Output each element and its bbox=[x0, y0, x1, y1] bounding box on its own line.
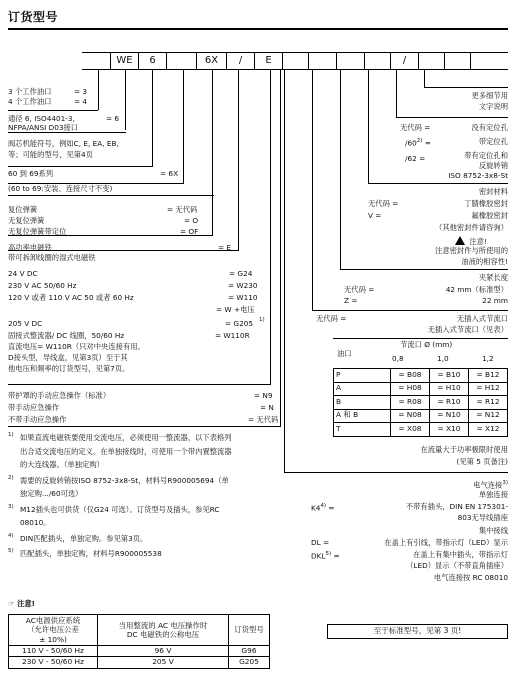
orifice-code: = B08 bbox=[391, 369, 430, 383]
order-code-cell: 6 bbox=[138, 52, 166, 70]
note-header-1: AC电源供应系统 （允许电压公差 ± 10%) bbox=[9, 615, 98, 646]
size-label-2: NFPA/ANSI D03接口 bbox=[8, 123, 79, 132]
order-code-cell: WE bbox=[110, 52, 138, 70]
warning-icon bbox=[455, 236, 465, 245]
leader bbox=[312, 310, 508, 311]
size-col: 0,8 bbox=[392, 354, 404, 363]
usage-note: 在流量大于功率极限时使用 bbox=[420, 445, 508, 454]
orifice-row bbox=[334, 382, 508, 396]
orifice-code: = X08 bbox=[391, 423, 430, 437]
note-cell: 230 V - 50/60 Hz bbox=[9, 657, 98, 669]
throttle-label: 无代码 = bbox=[316, 314, 347, 323]
leader bbox=[8, 384, 271, 385]
pointing-hand-icon: ☞ bbox=[8, 599, 15, 608]
leader bbox=[312, 70, 313, 310]
note-cell: G96 bbox=[229, 645, 270, 657]
leader bbox=[284, 472, 508, 473]
voltage-note-1: 直流电压= W110R（只对中央连接有用。 bbox=[8, 342, 145, 351]
order-code-cell bbox=[364, 52, 390, 70]
manual-2-label: 带手动应急操作 bbox=[8, 403, 60, 412]
dkl-value-2: （LED）显示（不带直角插座） bbox=[406, 561, 508, 570]
manual-2-value: = N bbox=[260, 403, 274, 412]
detent-2-value-3: ISO 8752-3x8-St bbox=[448, 171, 508, 180]
port-header: 油口 bbox=[337, 349, 352, 358]
seal-1-label: V = bbox=[368, 211, 382, 220]
leader bbox=[212, 70, 213, 235]
symbol-label: 阀芯机能符号，例如C, E, EA, EB, bbox=[8, 139, 119, 148]
ports-3-value: = 3 bbox=[74, 87, 88, 96]
manual-1-value: = N9 bbox=[254, 391, 273, 400]
note-label: ☞ 注意! bbox=[8, 599, 36, 608]
footnote-text: 08010。 bbox=[20, 518, 51, 527]
leader bbox=[424, 70, 425, 87]
orifice-port: T bbox=[334, 423, 391, 437]
note-row bbox=[9, 657, 270, 669]
leader bbox=[183, 70, 184, 183]
leader bbox=[152, 70, 153, 166]
orifice-code: = H08 bbox=[391, 382, 430, 396]
leader bbox=[368, 70, 369, 183]
footnote-ref: 1) bbox=[259, 317, 265, 323]
throttle-value-2: 无插入式节流口（见表） bbox=[427, 325, 508, 334]
detent-2-value-2: 反旋转销 bbox=[478, 161, 508, 170]
footnote-number: 5) bbox=[8, 548, 14, 554]
leader bbox=[396, 70, 397, 117]
series-note: (60 to 69:安装、连接尺寸不变) bbox=[8, 184, 113, 193]
seal-0-value: 丁腈橡胶密封 bbox=[464, 199, 508, 208]
footnote-number: 1) bbox=[8, 432, 14, 438]
leader bbox=[396, 117, 508, 118]
table-rule bbox=[333, 338, 508, 339]
length-0-value: 42 mm（标准型） bbox=[445, 285, 508, 294]
preferred-text: 至于标准型号，见第 3 页! bbox=[373, 626, 462, 636]
order-code-cell: E bbox=[254, 52, 282, 70]
footnote-text: M12插头也可供货（仅G24 可选）。订货型号及插头，参见RC bbox=[20, 504, 220, 514]
leader bbox=[340, 269, 508, 270]
dl-value: 在盖上有引线，带指示灯（LED）显示 bbox=[384, 538, 508, 547]
leader bbox=[238, 70, 239, 250]
order-code-cell bbox=[166, 52, 196, 70]
orifice-code: = H10 bbox=[430, 382, 469, 396]
size-label: 通径 6, ISO4401-3, bbox=[8, 114, 75, 123]
attention: 注意! bbox=[455, 235, 487, 247]
orifice-code: = X12 bbox=[469, 423, 508, 437]
detent-0-value: 没有定位孔 bbox=[471, 123, 508, 132]
length-1-label: Z = bbox=[344, 296, 358, 305]
leader bbox=[368, 183, 508, 184]
orifice-code: = R12 bbox=[469, 396, 508, 410]
voltage-3-label: 120 V 或者 110 V AC 50 或者 60 Hz bbox=[8, 293, 134, 302]
voltage-custom-value: = W +电压 bbox=[216, 305, 255, 314]
order-code-cell: 6X bbox=[196, 52, 226, 70]
solenoid-label-2: 带可拆卸线圈的湿式电磁铁 bbox=[8, 253, 96, 262]
orifice-table bbox=[333, 368, 508, 437]
order-code-cell bbox=[336, 52, 364, 70]
size-col: 1,0 bbox=[437, 354, 449, 363]
note-cell: 110 V - 50/60 Hz bbox=[9, 645, 98, 657]
order-code-cell: / bbox=[390, 52, 418, 70]
note-header-2: 当用整流的 AC 电压操作时 DC 电磁铁的公称电压 bbox=[98, 615, 229, 646]
voltage-4-value: = G205 bbox=[225, 319, 254, 328]
seal-0-label: 无代码 = bbox=[368, 199, 399, 208]
leader bbox=[270, 70, 271, 384]
title-rule bbox=[8, 28, 508, 30]
orifice-port: A 和 B bbox=[334, 409, 391, 423]
orifice-row bbox=[334, 369, 508, 383]
footnote-text: 如果直流电磁铁要使用交流电压，必须使用一整流器，以下表格列 bbox=[20, 433, 232, 442]
voltage-1-label: 24 V DC bbox=[8, 269, 38, 278]
order-code-cell bbox=[282, 52, 308, 70]
voltage-5-value: = W110R bbox=[215, 331, 250, 340]
manual-3-label: 不带手动应急操作 bbox=[8, 415, 67, 424]
seal-title: 密封材料 bbox=[478, 187, 508, 196]
leader bbox=[125, 70, 126, 130]
seal-note-3: 油液的相容性! bbox=[461, 257, 508, 266]
spring-1-label: 复位弹簧 bbox=[8, 205, 38, 214]
elec-title: 电气连接$^{3)}$ bbox=[473, 480, 508, 490]
orifice-code: = H12 bbox=[469, 382, 508, 396]
manual-3-value: = 无代码 bbox=[248, 415, 279, 424]
order-code-cell bbox=[82, 52, 110, 70]
k4-label: $K4^{4)}$ = bbox=[311, 503, 335, 513]
footnote-text: DIN匹配插头，单独定购。参见第3页。 bbox=[20, 533, 148, 543]
note-cell: G205 bbox=[229, 657, 270, 669]
voltage-2-label: 230 V AC 50/60 Hz bbox=[8, 281, 77, 290]
throttle-value: 无插入式节流口 bbox=[456, 314, 508, 323]
voltage-3-value: = W110 bbox=[228, 293, 258, 302]
leader bbox=[98, 70, 99, 97]
footnote-number: 4) bbox=[8, 532, 14, 539]
orifice-row bbox=[334, 409, 508, 423]
detent-2-value: 带有定位孔和 bbox=[464, 151, 508, 160]
spring-1-value: = 无代码 bbox=[167, 205, 198, 214]
orifice-port: A bbox=[334, 382, 391, 396]
orifice-row bbox=[334, 396, 508, 410]
leader bbox=[280, 70, 281, 426]
length-1-value: 22 mm bbox=[482, 296, 508, 305]
manual-1-label: 带护罩的手动应急操作（标准） bbox=[8, 391, 111, 400]
orifice-code: = R08 bbox=[391, 396, 430, 410]
seal-note: （其他密封件请咨询） bbox=[435, 223, 508, 232]
size-value: = 6 bbox=[106, 114, 120, 123]
k4-value-2: 803无导线插座 bbox=[457, 513, 508, 522]
leader bbox=[424, 87, 508, 88]
order-code-cell bbox=[418, 52, 444, 70]
ports-3-label: 3 个工作油口 bbox=[8, 87, 52, 96]
more-details-2: 文字说明 bbox=[478, 102, 508, 111]
voltage-5-label: 固接式整流器/ DC 线圈，50/60 Hz bbox=[8, 331, 125, 340]
leader bbox=[8, 110, 98, 111]
ports-4-value: = 4 bbox=[74, 97, 88, 106]
orifice-row bbox=[334, 423, 508, 437]
voltage-1-value: = G24 bbox=[229, 269, 253, 278]
ports-4-label: 4 个工作油口 bbox=[8, 97, 52, 106]
usage-note-2: (见第 5 页备注) bbox=[456, 457, 508, 466]
spring-2-value: = O bbox=[184, 216, 199, 225]
spring-2-label: 无复位弹簧 bbox=[8, 216, 45, 225]
note-header-3: 订货型号 bbox=[229, 615, 270, 646]
preferred-types-box bbox=[327, 624, 508, 639]
footnote-text: 的大连线器。（单独定购） bbox=[20, 460, 104, 469]
detent-1-label: $/60^{2)}$ = bbox=[405, 138, 431, 148]
leader bbox=[340, 70, 341, 269]
leader bbox=[8, 426, 281, 427]
orifice-code: = B10 bbox=[430, 369, 469, 383]
solenoid-label: 高功率电磁铁 bbox=[8, 243, 52, 252]
leader bbox=[98, 97, 99, 110]
size-col: 1,2 bbox=[482, 354, 494, 363]
page-title: 订货型号 bbox=[8, 10, 59, 24]
k4-value: 不带有插头，DIN EN 175301- bbox=[405, 502, 508, 511]
note-cell: 96 V bbox=[98, 645, 229, 657]
orifice-port: P bbox=[334, 369, 391, 383]
voltage-2-value: = W230 bbox=[228, 281, 258, 290]
series-label: 60 到 69系列 bbox=[8, 169, 54, 178]
length-title: 夹紧长度 bbox=[478, 273, 508, 282]
footnote-text: 出合适交流电压的定义。在单独接线时，可使用一个带内置整流器 bbox=[20, 446, 232, 456]
dkl-value: 在盖上有集中插头，带指示灯 bbox=[413, 550, 508, 559]
orifice-port: B bbox=[334, 396, 391, 410]
note-cell: 205 V bbox=[98, 657, 229, 669]
seal-1-value: 氟橡胶密封 bbox=[471, 211, 508, 220]
leader bbox=[284, 70, 285, 472]
dkl-value-3: 电气连接按 RC 08010 bbox=[433, 573, 508, 582]
dkl-label: $DKL^{5)}$ = bbox=[311, 551, 340, 561]
orifice-code: = N08 bbox=[391, 409, 430, 423]
detent-0-label: 无代码 = bbox=[400, 123, 431, 132]
order-code-cell bbox=[444, 52, 470, 70]
order-code-cell: / bbox=[226, 52, 254, 70]
symbol-label-2: 等；可能的型号，见第4页 bbox=[8, 150, 93, 159]
seal-note-2: 注意密封件与所使用的 bbox=[435, 246, 508, 255]
footnote-text: 匹配插头，单独定购，材料号R900005538 bbox=[20, 549, 162, 558]
voltage-note-2: D接头型，导线盒，见第3页）至于其 bbox=[8, 353, 128, 362]
dl-label: DL = bbox=[311, 538, 330, 547]
solenoid-value: = E bbox=[218, 243, 232, 252]
detent-2-label: /62 = bbox=[405, 154, 426, 163]
spring-3-value: = OF bbox=[180, 227, 199, 236]
order-code-cell bbox=[470, 52, 496, 70]
central-connection: 集中接线 bbox=[478, 526, 508, 535]
spring-3-label: 无复位弹簧带定位 bbox=[8, 227, 67, 236]
footnote-number: 2) bbox=[8, 474, 14, 481]
elec-single: 单独连接 bbox=[478, 490, 508, 499]
leader bbox=[8, 195, 214, 196]
voltage-note-3: 他电压和频率的订货型号，见第7页。 bbox=[8, 364, 130, 373]
length-0-label: 无代码 = bbox=[344, 285, 375, 294]
footnote-text: 需要的反旋转销按ISO 8752-3x8-St，材料号R900005694（单 bbox=[20, 475, 229, 485]
orifice-code: = X10 bbox=[430, 423, 469, 437]
orifice-code: = B12 bbox=[469, 369, 508, 383]
leader bbox=[8, 166, 153, 167]
voltage-4-label: 205 V DC bbox=[8, 319, 43, 328]
footnote-text: 独定购.../60可选） bbox=[20, 489, 83, 498]
series-value: = 6X bbox=[160, 169, 179, 178]
order-code-cell bbox=[308, 52, 336, 70]
footnote-number: 3) bbox=[8, 503, 14, 510]
more-details: 更多细节用 bbox=[471, 91, 508, 100]
orifice-code: = N10 bbox=[430, 409, 469, 423]
orifice-header: 节流口 Ø (mm) bbox=[400, 340, 453, 349]
voltage-note-table bbox=[8, 614, 270, 669]
detent-1-value: 带定位孔 bbox=[478, 137, 508, 146]
note-row bbox=[9, 645, 270, 657]
orifice-code: = N12 bbox=[469, 409, 508, 423]
orifice-code: = R10 bbox=[430, 396, 469, 410]
